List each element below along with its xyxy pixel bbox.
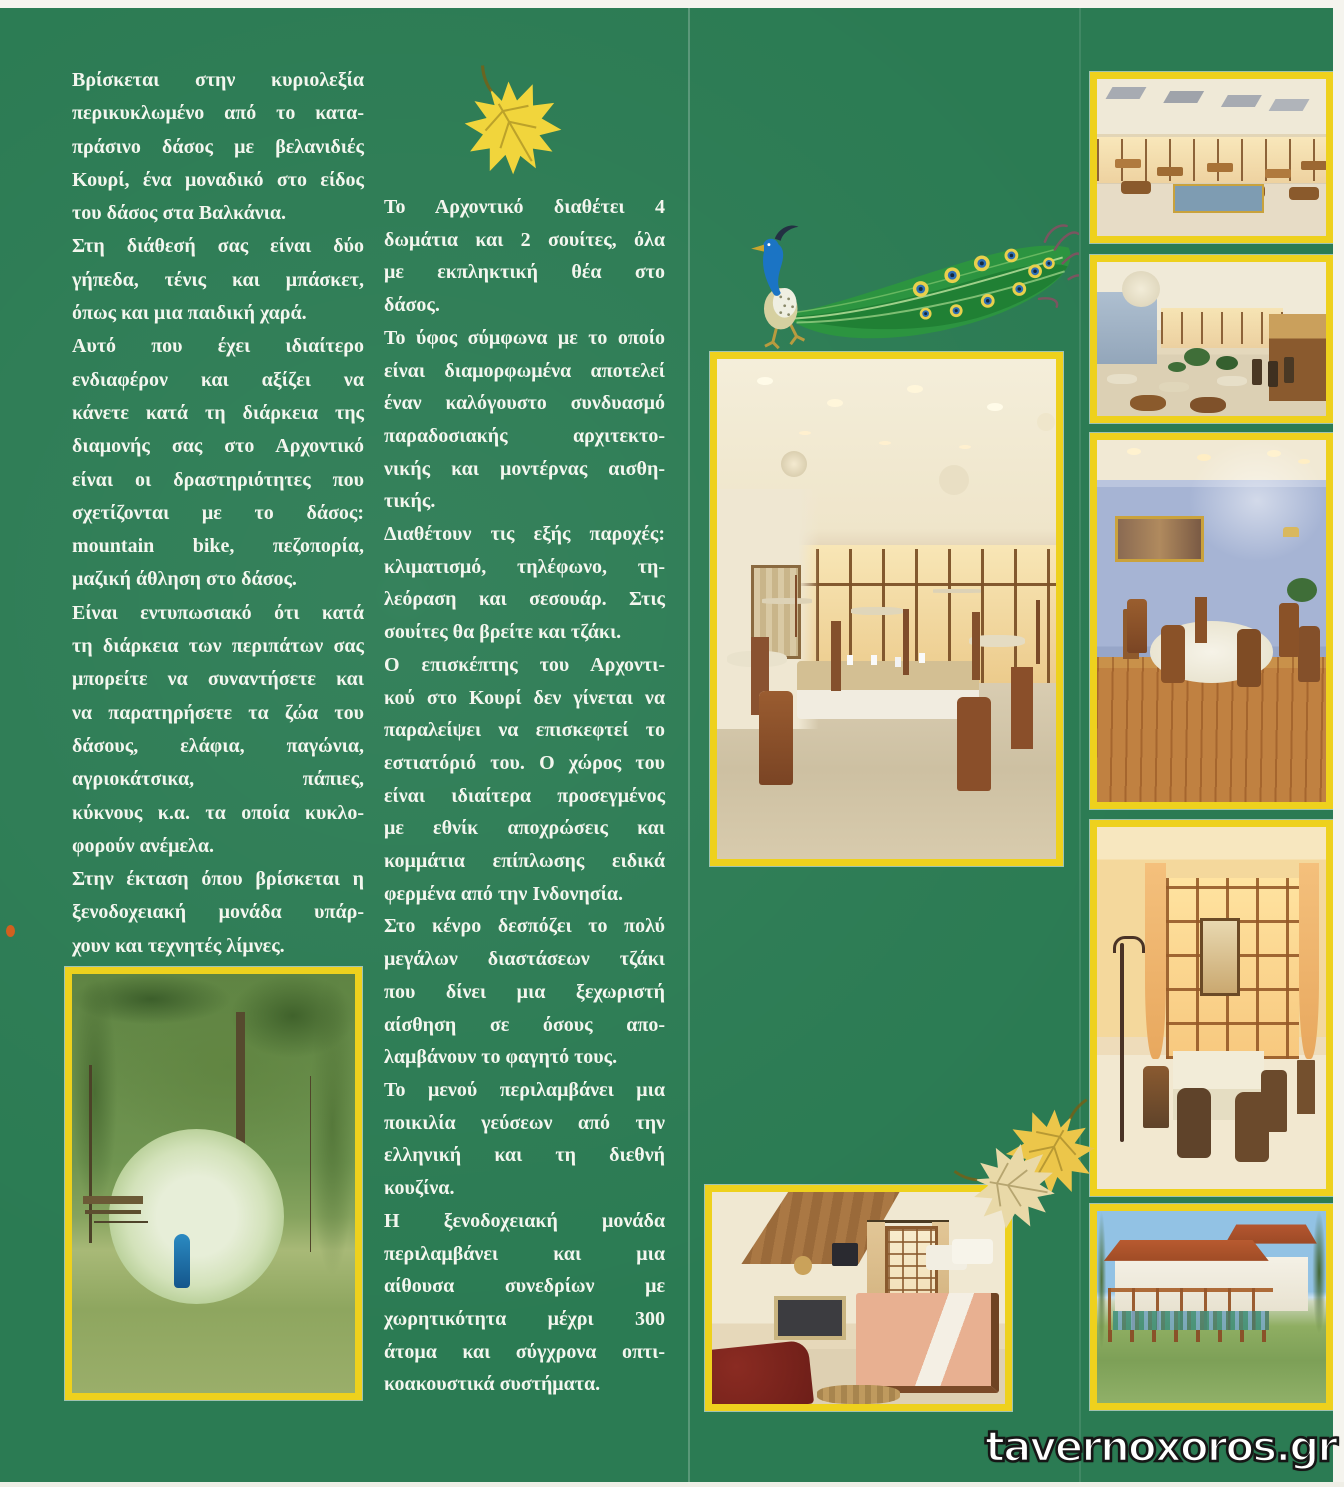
maple-leaf-icon: [943, 1125, 1069, 1245]
wall-mirror: [794, 1256, 812, 1275]
text-line: Η ξενοδοχειακή μονάδα: [384, 1209, 665, 1232]
table-glasses: [847, 655, 853, 665]
text-line: αίσθηση σε όσους απο-: [384, 1013, 665, 1036]
paragraph: [384, 910, 665, 1074]
text-line: νικής και μοντέρνας αισθη-: [384, 457, 665, 480]
restaurant-lounge-photo: [1090, 255, 1333, 423]
dining-hall-carpet-photo: [1090, 72, 1333, 243]
peacock-forest-photo: [65, 967, 362, 1400]
foreground-table: [797, 661, 979, 719]
text-line: κομμάτια επίπλωσης ειδικά: [384, 850, 665, 873]
watermark: tavernoxoros.gr: [985, 1422, 1336, 1471]
peacock-tail: [785, 226, 1079, 339]
peacock-body: [751, 226, 804, 349]
text-line: ενδιαφέρον και αξίζει να: [72, 368, 364, 391]
text-line: τη διάρκεια των περιπάτων σας: [72, 635, 364, 658]
text-line: λεόραση και σεσουάρ. Στις: [384, 588, 665, 611]
maple-leaf-icon: [427, 37, 589, 202]
coat-stand: [1120, 943, 1124, 1142]
private-dining-room-photo: [1090, 433, 1333, 809]
dining-table: [1173, 1051, 1265, 1120]
window-dining-corner-photo: [1090, 820, 1333, 1196]
peacock-illustration: [723, 220, 1079, 358]
paragraph: [384, 1074, 665, 1205]
coat-stand-hooks: [1113, 936, 1145, 953]
text-line: μαζική άθληση στο δάσος.: [72, 568, 297, 591]
background-tables: [727, 651, 787, 667]
text-line: όπως και μια παιδική χαρά.: [72, 302, 307, 325]
text-line: κύκνους κ.α. τα οποία κυκλο-: [72, 801, 364, 824]
text-line: κού στο Κουρί δεν γίνεται να: [384, 686, 665, 709]
text-line: Βρίσκεται στην κυριολεξία: [72, 69, 364, 91]
potted-plants: [1184, 348, 1210, 366]
scan-artifact-speck: [6, 925, 15, 937]
taverna-exterior-photo: [1090, 1204, 1333, 1410]
sofa: [705, 1339, 815, 1411]
text-line: σουίτες θα βρείτε και τζάκι.: [384, 621, 622, 644]
text-line: κοακουστικά συστήματα.: [384, 1373, 601, 1396]
text-line: Στη διάθεσή σας είναι δύο: [72, 235, 364, 258]
scan-edge-top: [0, 0, 1344, 8]
ceiling-downlights: [1127, 448, 1141, 455]
text-line: άτομα και σύγχρονα οπτι-: [384, 1340, 665, 1363]
paragraph: [72, 330, 364, 596]
text-line: χουν και τεχνητές λίμνες.: [72, 934, 285, 957]
text-line: ελληνική και τη διεθνή: [384, 1144, 665, 1167]
fold-crease: [688, 0, 690, 1487]
text-line: γήπεδα, τένις και μπάσκετ,: [72, 268, 364, 291]
paragraph: [72, 863, 364, 963]
hanging-lamps: [781, 451, 807, 477]
peacock-fan: [109, 1129, 284, 1304]
curtain-left: [1145, 863, 1166, 1058]
text-line: παραδοσιακής αρχιτεκτο-: [384, 424, 665, 447]
text-line: ποικιλία γεύσεων από την: [384, 1111, 665, 1134]
text-line: να παρατηρήσετε τα ζώα του: [72, 701, 364, 724]
text-line: δωμάτια και 2 σουίτες, όλα: [384, 228, 665, 251]
terrace-chairs: [1113, 1311, 1269, 1330]
text-line: που δίνει μια ξεχωριστή: [384, 980, 665, 1003]
fireplace: [774, 1296, 846, 1340]
text-line: τικής.: [384, 490, 436, 513]
fold-crease: [1079, 0, 1081, 1487]
skylight-panels: [1106, 87, 1147, 99]
text-line: ξενοδοχειακή μονάδα υπάρ-: [72, 901, 364, 924]
text-line: λαμβάνουν το φαγητό τους.: [384, 1046, 618, 1069]
paragraph: [384, 191, 665, 322]
text-line: περικυκλωμένο από το κατα-: [72, 102, 364, 125]
paragraph: [72, 597, 364, 863]
framed-picture: [1115, 516, 1203, 562]
scan-edge-right: [1333, 0, 1344, 1487]
text-line: με εκπληκτική θέα στο: [384, 261, 665, 284]
text-line: πράσινο δάσος με βελανιδιές: [72, 135, 364, 158]
paragraph: [384, 649, 665, 911]
dining-tables: [1107, 374, 1137, 384]
text-line: Το μενού περιλαμβάνει μια: [384, 1078, 665, 1101]
text-line: χωρητικότητα μέχρι 300: [384, 1307, 665, 1330]
text-line: Στην έκταση όπου βρίσκεται η: [72, 868, 364, 891]
bar-counter: [1269, 314, 1326, 400]
potted-plant: [1287, 578, 1317, 602]
paragraph: [384, 322, 665, 518]
bar-stools: [1284, 357, 1294, 383]
curtain-right: [1299, 863, 1320, 1058]
text-line: δάσους, ελάφια, παγώνια,: [72, 734, 364, 757]
text-line: εστιατόριό του. Ο χώρος του: [384, 751, 665, 774]
wall-tv: [832, 1243, 858, 1266]
text-line: Αυτό που έχει ιδιαίτερο: [72, 335, 364, 358]
text-line: περιλαμβάνει και μια: [384, 1242, 665, 1265]
rug: [817, 1385, 899, 1404]
tiled-roof: [1104, 1240, 1269, 1261]
wooden-chairs: [1143, 1066, 1169, 1128]
text-line: Το Αρχοντικό διαθέτει 4: [384, 196, 665, 218]
bed: [856, 1293, 999, 1393]
text-line: σχετίζονται με το δάσος:: [72, 501, 364, 524]
text-line: Το ύφος σύμφωνα με το οποίο: [384, 326, 665, 349]
paper-lantern: [1122, 271, 1160, 307]
text-line: του δάσος στα Βαλκάνια.: [72, 202, 287, 225]
text-line: mountain bike, πεζοπορία,: [72, 535, 364, 558]
peacock-body-photo: [174, 1234, 190, 1288]
pillows: [952, 1239, 993, 1264]
paragraph: [384, 518, 665, 649]
picnic-bench: [83, 1196, 143, 1204]
text-line: φερμένα από την Ινδονησία.: [384, 882, 623, 905]
text-line: έναν καλόγουστο συνδυασμό: [384, 392, 665, 415]
framed-picture: [1200, 918, 1240, 996]
text-line: Ο επισκέπτης του Αρχοντι-: [384, 653, 665, 676]
text-line: Είναι εντυπωσιακό ότι κατά: [72, 601, 364, 624]
left-text-column: [72, 64, 364, 963]
interior-door: [751, 565, 801, 659]
text-line: παραλείψει να επισκεφτεί το: [384, 719, 665, 742]
text-line: κάνετε κατά τη διάρκεια της: [72, 401, 364, 424]
dining-tables: [1115, 159, 1141, 168]
paragraph: [72, 230, 364, 330]
wooden-fence: [1108, 1330, 1277, 1342]
text-line: είναι οι δραστηριότητες που: [72, 468, 364, 491]
text-line: μεγάλων διαστάσεων τζάκι: [384, 948, 665, 971]
text-line: φορούν ανέμελα.: [72, 834, 215, 857]
text-line: Διαθέτουν τις εξής παροχές:: [384, 523, 665, 546]
paragraph: [384, 1205, 665, 1401]
text-line: δάσος.: [384, 294, 440, 317]
restaurant-dining-room-photo: [710, 352, 1063, 866]
text-line: Στο κένρο δεσπόζει το πολύ: [384, 915, 665, 938]
scan-edge-bottom: [0, 1482, 1344, 1487]
text-line: είναι ιδιαίτερα προσεγμένος: [384, 784, 665, 807]
round-table: [1150, 621, 1274, 683]
wooden-chairs: [1127, 599, 1147, 653]
text-line: είναι διαμορφωμένα αποτελεί: [384, 359, 665, 382]
text-line: μπορείτε να συναντήσετε και: [72, 668, 364, 691]
middle-text-column: [384, 191, 665, 1401]
wooden-chairs: [759, 691, 793, 785]
text-line: αγριοκάτσικα, πάπιες,: [72, 768, 364, 791]
paragraph: [72, 64, 364, 230]
text-line: με εθνίκ αποχρώσεις και: [384, 817, 665, 840]
text-line: αίθουσα συνεδρίων με: [384, 1275, 665, 1298]
wall-sconce: [1283, 527, 1299, 537]
text-line: διαμονής σας στο Αρχοντικό: [72, 435, 364, 458]
floor-carpet: [1173, 184, 1264, 213]
ceiling-lights: [757, 377, 773, 385]
text-line: κλιματισμό, τηλέφωνο, τη-: [384, 555, 665, 578]
text-line: Κουρί, ένα μοναδικό στο είδος: [72, 168, 364, 191]
text-line: κουζίνα.: [384, 1177, 455, 1200]
